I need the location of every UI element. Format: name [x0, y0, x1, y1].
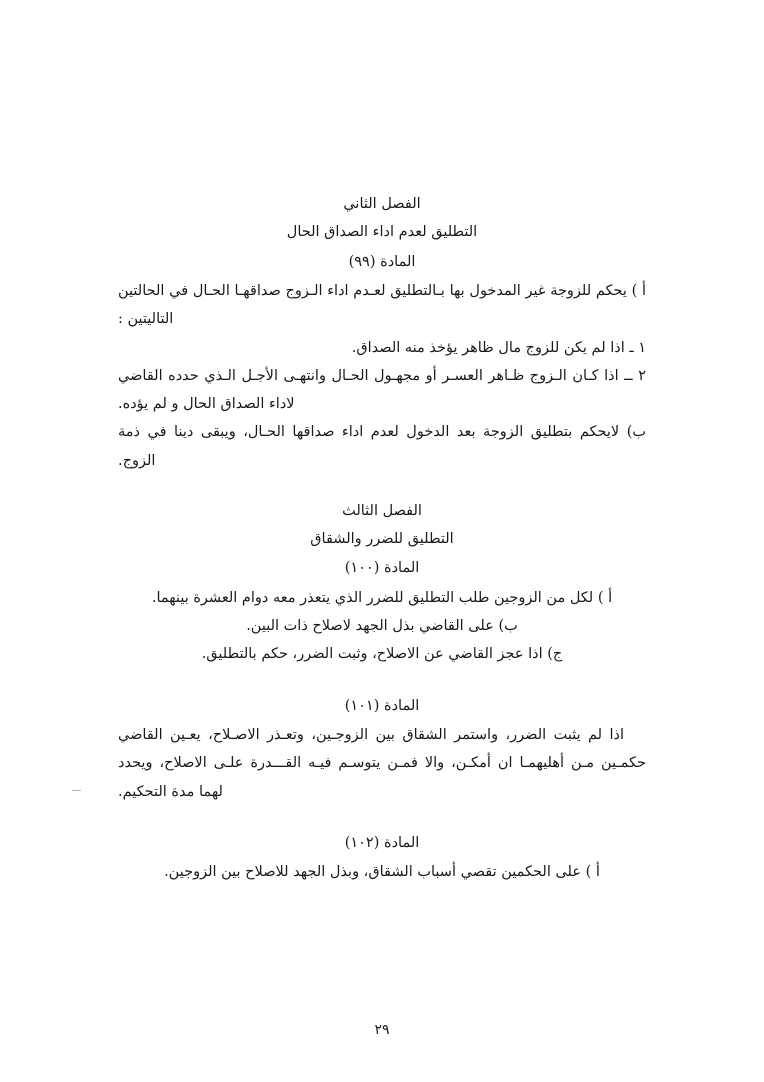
section-chapter-three — [118, 497, 646, 669]
chapter-three-heading: الفصل الثالث — [342, 502, 422, 519]
article-99-label: المادة (٩٩) — [348, 253, 416, 270]
article-101-label: المادة (١٠١) — [344, 697, 420, 714]
margin-tick-mark — [72, 790, 81, 791]
article-99-item-2: ٢ ــ اذا كـان الـزوج ظـاهر العسـر أو مجهـول الحـال وانتهـى الأجـل الـذي حدده القاضي لاداء الصداق الحال و لم يؤده. — [118, 367, 646, 413]
section-chapter-two — [118, 190, 646, 475]
page-number: ٢٩ — [374, 1022, 390, 1038]
article-102-clause-a: أ ) على الحكمين تقصي أسباب الشقاق، وبذل الجهد للاصلاح بين الزوجين. — [164, 864, 600, 881]
article-102-label: المادة (١٠٢) — [344, 834, 420, 851]
section-spacer — [118, 475, 646, 497]
article-100-clause-a: أ ) لكل من الزوجين طلب التطليق للضرر الذي يتعذر معه دوام العشرة بينهما. — [151, 589, 613, 606]
article-100-clause-b: ب) على القاضي بذل الجهد لاصلاح ذات البين. — [246, 618, 518, 635]
chapter-two-heading: الفصل الثاني — [343, 196, 421, 212]
article-100-clause-c: ج) اذا عجز القاضي عن الاصلاح، وثبت الضرر، حكم بالتطليق. — [201, 646, 563, 663]
section-article-101 — [118, 691, 646, 806]
section-spacer — [118, 806, 646, 828]
article-99-item-1: ١ ـ اذا لم يكن للزوج مال ظاهر يؤخذ منه الصداق. — [351, 339, 646, 356]
article-99-clause-b: ب) لايحكم بتطليق الزوجة بعد الدخول لعدم اداء صداقها الحـال، ويبقى دينا في ذمة الزوج. — [118, 424, 646, 469]
chapter-two-subheading: التطليق لعدم اداء الصداق الحال — [286, 224, 478, 241]
article-99-clause-a: أ ) يحكم للزوجة غير المدخول بها بـالتطليق لعـدم اداء الـزوج صداقهـا الحـال في الحالتين التاليتين : — [118, 282, 646, 328]
article-100-label: المادة (١٠٠) — [344, 560, 420, 577]
section-article-102 — [118, 828, 646, 887]
section-spacer — [118, 669, 646, 691]
chapter-three-subheading: التطليق للضرر والشقاق — [310, 531, 454, 548]
document-body — [118, 190, 646, 887]
article-101-body: اذا لم يثبت الضرر، واستمر الشقاق بين الزوجـين، وتعـذر الاصـلاح، يعـين القاضي حكمـين مـن أهليهمـا ان أمكـن، والا فمـن يتوسـم فيـه القـــدرة علـى الاصلاح، ويحدد لهما مدة التحكيم. — [118, 727, 646, 800]
